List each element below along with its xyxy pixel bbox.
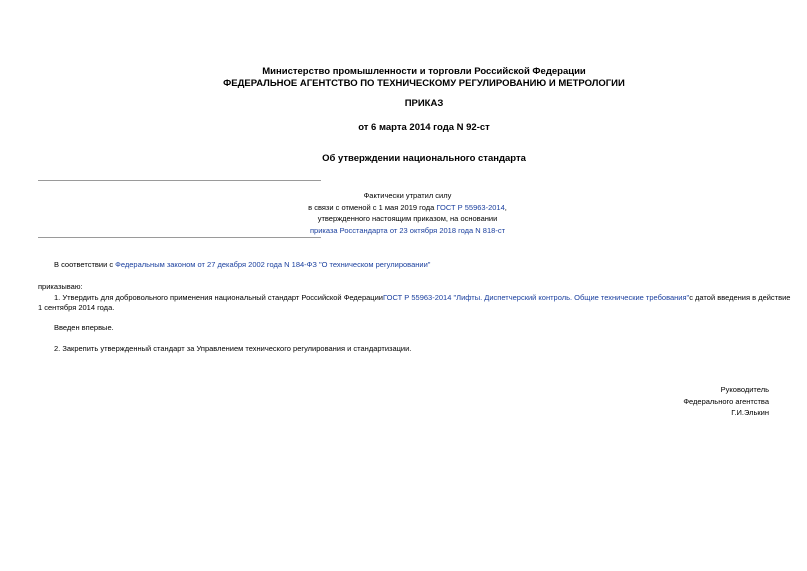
document-type: ПРИКАЗ: [404, 98, 444, 109]
standard-link[interactable]: ГОСТ Р 55963-2014 "Лифты. Диспетчерский контроль. Общие технические требования": [382, 293, 690, 302]
document-date-number: от 6 марта 2014 года N 92-ст: [358, 122, 490, 133]
status-line-1: Фактически утратил силу: [363, 191, 452, 200]
signature-position-1: Руководитель: [720, 385, 769, 394]
item-2: 2. Закрепить утвержденный стандарт за Управлением технического регулирования и стандартизации.: [54, 344, 412, 353]
status-line-3: утвержденного настоящим приказом, на основании: [317, 214, 498, 223]
status-line-2-prefix: в связи с отменой с 1 мая 2019 года: [308, 202, 437, 212]
item-1-suffix: с датой введения в действие: [689, 293, 791, 302]
order-word: приказываю:: [38, 282, 83, 291]
agency-name: ФЕДЕРАЛЬНОЕ АГЕНТСТВО ПО ТЕХНИЧЕСКОМУ РЕГУЛИРОВАНИЮ И МЕТРОЛОГИИ: [223, 78, 625, 89]
status-line-2: [238, 202, 577, 214]
federal-law-link[interactable]: Федеральным законом от 27 декабря 2002 года N 184-ФЗ "О техническом регулировании": [115, 260, 431, 269]
bottom-divider: [38, 237, 321, 238]
document-subject: Об утверждении национального стандарта: [322, 153, 526, 164]
status-note: [238, 190, 577, 236]
introduced-note: Введен впервые.: [54, 323, 114, 332]
preamble-prefix: В соответствии с: [54, 260, 116, 269]
ministry-name: Министерство промышленности и торговли Российской Федерации: [262, 66, 586, 77]
status-line-2-suffix: ,: [504, 202, 507, 212]
gost-link[interactable]: ГОСТ Р 55963-2014: [436, 202, 505, 212]
item-1-prefix: 1. Утвердить для добровольного применения национальный стандарт Российской Федерации: [54, 293, 383, 302]
item-1-line-1: [54, 292, 790, 303]
rosstandart-order-link[interactable]: приказа Росстандарта от 23 октября 2018 года N 818-ст: [310, 225, 505, 235]
signature-name: Г.И.Элькин: [731, 408, 769, 417]
item-1-line-2: 1 сентября 2014 года.: [38, 303, 115, 312]
preamble: [54, 259, 430, 270]
signature-block: [683, 384, 769, 419]
top-divider: [38, 180, 321, 181]
signature-position-2: Федерального агентства: [683, 396, 769, 406]
